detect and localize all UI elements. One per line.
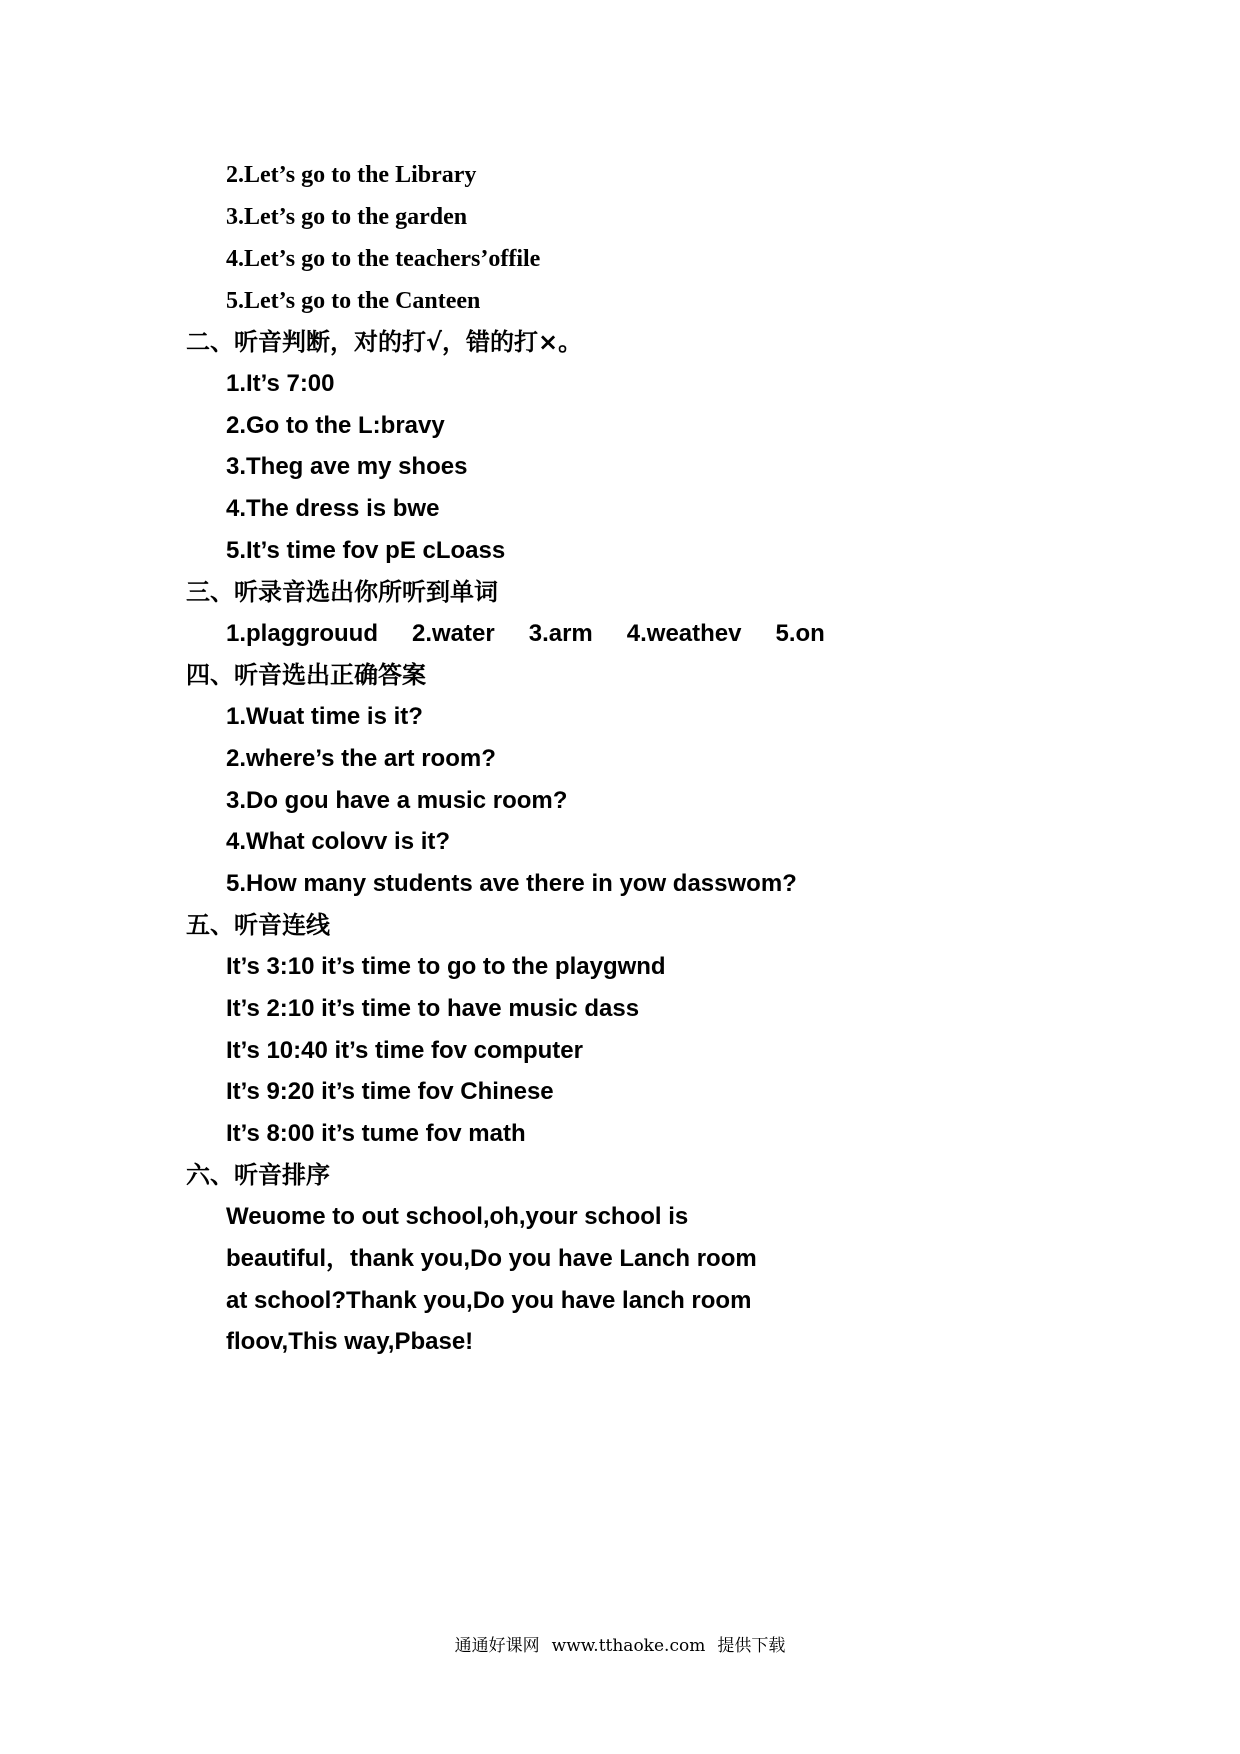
section4-item-5: 5.How many students ave there in yow dasswom? — [226, 870, 797, 897]
section3-word-4: 4.weathev — [626, 620, 742, 647]
footer-site-name: 通通好课网 — [454, 1636, 540, 1656]
section5-item-2: It’s 2:10 it’s time to have music dass — [226, 995, 640, 1022]
section1-item-2: 2.Let’s go to the Library — [226, 162, 477, 188]
section2-item-4: 4.The dress is bwe — [226, 495, 440, 522]
section4-item-2: 2.where’s the art room? — [226, 745, 496, 772]
section2-item-2: 2.Go to the L:bravy — [226, 412, 445, 439]
section2-heading: 二、听音判断，对的打√，错的打×。 — [186, 328, 583, 356]
page-footer — [0, 1631, 1240, 1656]
section5-item-4: It’s 9:20 it’s time fov Chinese — [226, 1078, 554, 1105]
section5-item-3: It’s 10:40 it’s time fov computer — [226, 1037, 583, 1064]
section1-item-5: 5.Let’s go to the Canteen — [226, 288, 481, 314]
section6-line-2: beautiful，thank you,Do you have Lanch room — [226, 1245, 757, 1272]
section6-line-3: at school?Thank you,Do you have lanch room — [226, 1287, 752, 1314]
section4-heading: 四、听音选出正确答案 — [186, 661, 426, 689]
section6-heading: 六、听音排序 — [186, 1161, 330, 1189]
section3-word-1: 1.plaggrouud — [226, 620, 378, 647]
section5-item-5: It’s 8:00 it’s tume fov math — [226, 1120, 526, 1147]
section3-word-2: 2.water — [412, 620, 495, 647]
footer-url: www.tthaoke.com — [551, 1636, 706, 1656]
section6-line-1: Weuome to out school,oh,your school is — [226, 1203, 689, 1230]
section3-word-5: 5.on — [775, 620, 825, 647]
section3-word-3: 3.arm — [528, 620, 593, 647]
section5-heading: 五、听音连线 — [186, 911, 330, 939]
footer-suffix: 提供下载 — [717, 1636, 786, 1656]
section4-item-4: 4.What colovv is it? — [226, 828, 451, 855]
section1-item-4: 4.Let’s go to the teachers’offile — [226, 246, 541, 272]
section4-item-3: 3.Do gou have a music room? — [226, 787, 568, 814]
section4-item-1: 1.Wuat time is it? — [226, 703, 423, 730]
section1-item-3: 3.Let’s go to the garden — [226, 204, 468, 230]
section3-word-list — [226, 622, 859, 646]
section5-item-1: It’s 3:10 it’s time to go to the playgwnd — [226, 953, 666, 980]
section3-heading: 三、听录音选出你所听到单词 — [186, 578, 498, 606]
section2-item-3: 3.Theg ave my shoes — [226, 453, 468, 480]
section6-line-4: floov,This way,Pbase! — [226, 1328, 474, 1355]
section2-item-5: 5.It’s time fov pE cLoass — [226, 537, 506, 564]
section2-item-1: 1.It’s 7:00 — [226, 370, 335, 397]
